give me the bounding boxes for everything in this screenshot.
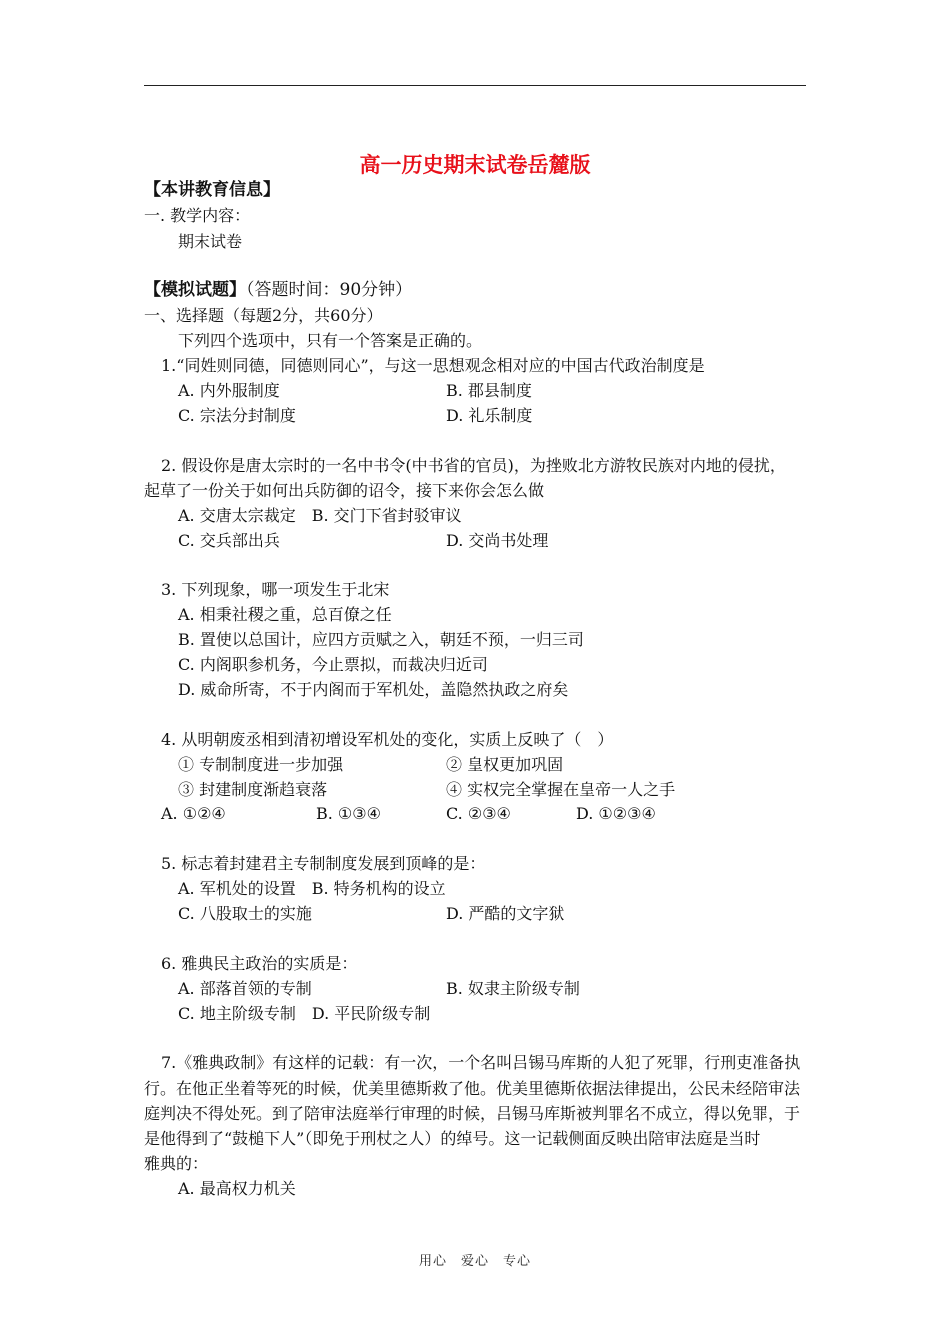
info-heading: 【本讲教育信息】 (144, 180, 280, 200)
q6-option-b: B. 奴隶主阶级专制 (446, 979, 580, 998)
q4-option-c: C. ②③④ (446, 804, 511, 823)
q3-option-a: A. 相秉社稷之重，总百僚之任 (178, 605, 392, 624)
q4-stem: 4. 从明朝废丞相到清初增设军机处的变化，实质上反映了（ ） (161, 730, 614, 749)
q7-line4: 是他得到了“鼓槌下人”（即免于刑杖之人）的绰号。这一记载侧面反映出陪审法庭是当时 (144, 1129, 761, 1148)
q6-stem: 6. 雅典民主政治的实质是： (161, 954, 358, 973)
q4-option-a: A. ①②④ (161, 804, 226, 823)
q1-option-a: A. 内外服制度 (178, 381, 280, 400)
exam-heading-row (144, 280, 412, 300)
q1-option-d: D. 礼乐制度 (446, 406, 533, 425)
q4-item-1: ① 专制制度进一步加强 (178, 755, 344, 774)
q4-item-3: ③ 封建制度渐趋衰落 (178, 780, 328, 799)
q2-option-c: C. 交兵部出兵 (178, 531, 280, 550)
q5-stem: 5. 标志着封建君主专制制度发展到顶峰的是： (161, 854, 486, 873)
q4-option-d: D. ①②③④ (576, 804, 656, 823)
q3-option-d: D. 威命所寄，不于内阁而于军机处，盖隐然执政之府矣 (178, 680, 569, 699)
section-heading: 一、选择题（每题2分，共60分） (144, 306, 383, 325)
content-label: 一. 教学内容： (144, 206, 251, 225)
q2-option-ab: A. 交唐太宗裁定 B. 交门下省封驳审议 (178, 506, 462, 525)
exam-heading: 【模拟试题】 (144, 280, 246, 300)
q2-stem-line1: 2. 假设你是唐太宗时的一名中书令(中书省的官员)，为挫败北方游牧民族对内地的侵扰， (161, 456, 786, 475)
header-rule (144, 85, 806, 86)
q2-stem-line2: 起草了一份关于如何出兵防御的诏令，接下来你会怎么做 (144, 481, 545, 500)
content-value: 期末试卷 (178, 232, 243, 251)
page-title: 高一历史期末试卷岳麓版 (359, 152, 591, 177)
exam-time-note: （答题时间：90分钟） (246, 280, 413, 300)
q4-option-b: B. ①③④ (316, 804, 381, 823)
q7-line2: 行。在他正坐着等死的时候，优美里德斯救了他。优美里德斯依据法律提出，公民未经陪审法 (144, 1079, 801, 1098)
q7-line5: 雅典的： (144, 1154, 209, 1173)
q3-option-c: C. 内阁职参机务，今止票拟，而裁决归近司 (178, 655, 488, 674)
q7-line3: 庭判决不得处死。到了陪审法庭举行审理的时候，吕锡马库斯被判罪名不成立，得以免罪，于 (144, 1104, 801, 1123)
q1-stem: 1.“同姓则同德，同德则同心”，与这一思想观念相对应的中国古代政治制度是 (161, 356, 705, 375)
q5-option-d: D. 严酷的文字狱 (446, 904, 565, 923)
q7-option-a: A. 最高权力机关 (178, 1179, 296, 1198)
q7-line1: 7.《雅典政制》有这样的记载：有一次，一个名叫吕锡马库斯的人犯了死罪，行刑吏准备执 (161, 1053, 801, 1072)
q1-option-c: C. 宗法分封制度 (178, 406, 296, 425)
q4-item-2: ② 皇权更加巩固 (446, 755, 564, 774)
q3-stem: 3. 下列现象，哪一项发生于北宋 (161, 580, 390, 599)
instructions: 下列四个选项中，只有一个答案是正确的。 (178, 331, 483, 350)
q5-option-c: C. 八股取士的实施 (178, 904, 312, 923)
page-footer: 用心 爱心 专心 (418, 1254, 531, 1269)
q2-option-d: D. 交尚书处理 (446, 531, 549, 550)
q6-option-cd: C. 地主阶级专制 D. 平民阶级专制 (178, 1004, 431, 1023)
q3-option-b: B. 置使以总国计，应四方贡赋之入，朝廷不预，一归三司 (178, 630, 584, 649)
q6-option-a: A. 部落首领的专制 (178, 979, 312, 998)
q1-option-b: B. 郡县制度 (446, 381, 532, 400)
q5-option-ab: A. 军机处的设置 B. 特务机构的设立 (178, 879, 446, 898)
q4-item-4: ④ 实权完全掌握在皇帝一人之手 (446, 780, 676, 799)
